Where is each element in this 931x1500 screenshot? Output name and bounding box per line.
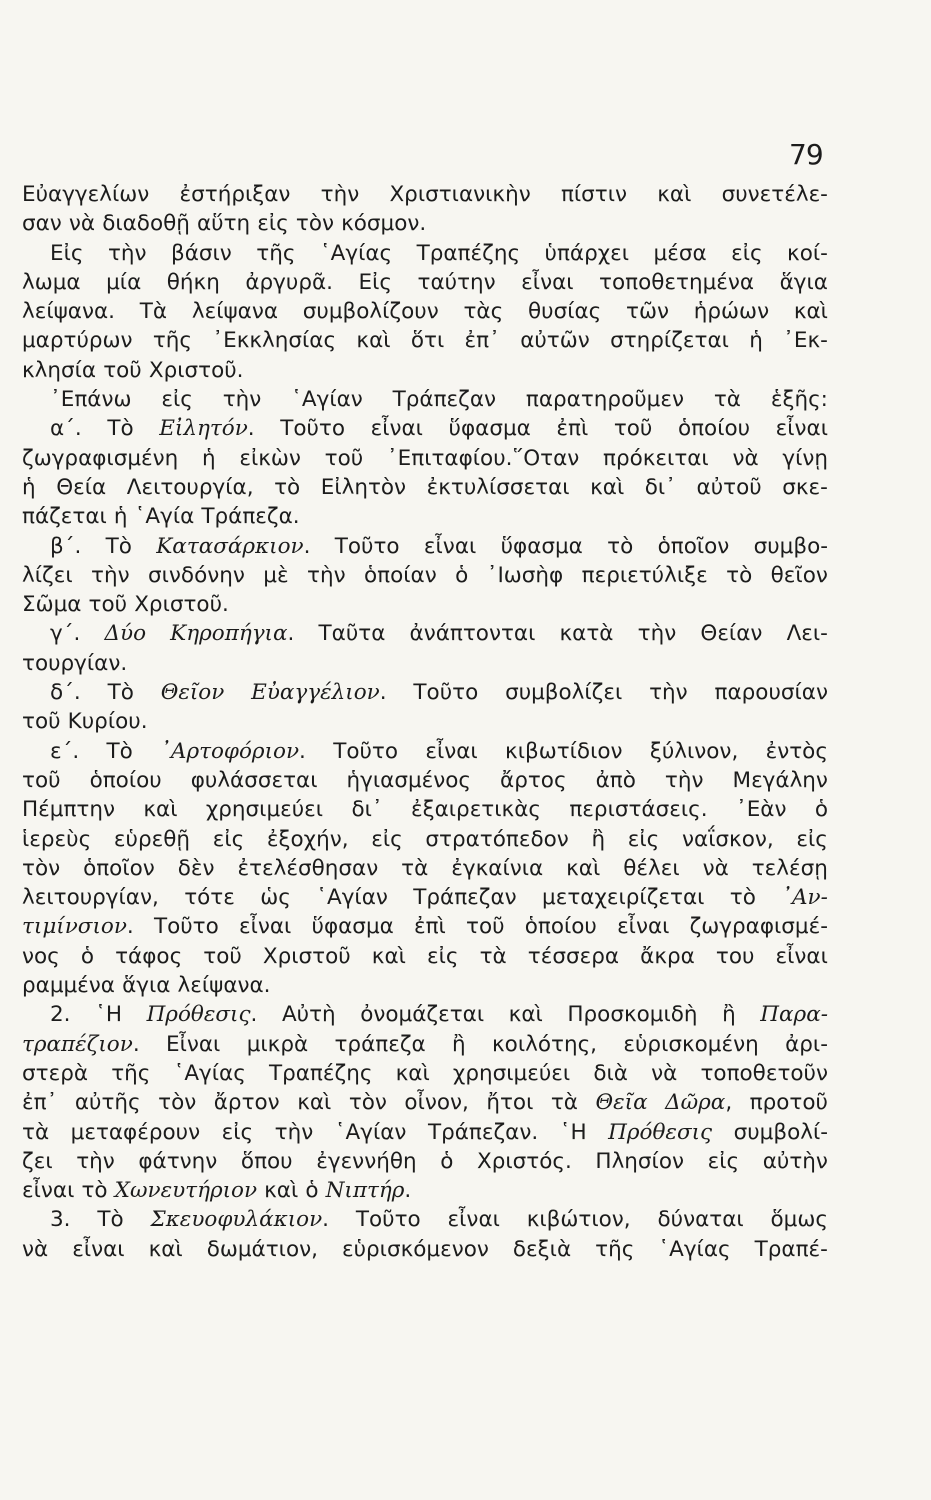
text-line: Πέμπτην καὶ χρησιμεύει δι᾿ ἐξαιρετικὰς περιστάσεις. ᾿Εὰν ὁ [22, 797, 828, 823]
text-line: πάζεται ἡ ῾Αγία Τράπεζα. [22, 504, 300, 530]
text-line: τὸν ὁποῖον δὲν ἐτελέσθησαν τὰ ἐγκαίνια καὶ θέλει νὰ τελέσῃ [22, 855, 828, 881]
text-line: ζει τὴν φάτνην ὅπου ἐγεννήθη ὁ Χριστός. Πλησίον εἰς αὐτὴν [22, 1148, 828, 1174]
body-text [22, 180, 828, 1264]
text-line: 2. ῾Η Πρόθεσις. Αὐτὴ ὀνομάζεται καὶ Προσκομιδὴ ἢ Παρα- [50, 1002, 828, 1028]
text-line: τραπέζιον. Εἶναι μικρὰ τράπεζα ἢ κοιλότης, εὑρισκομένη ἀρι- [22, 1031, 828, 1057]
text-line: σαν νὰ διαδοθῇ αὕτη εἰς τὸν κόσμον. [22, 211, 427, 237]
text-line: ε΄. Τὸ ᾿Αρτοφόριον. Τοῦτο εἶναι κιβωτίδιον ξύλινον, ἐντὸς [50, 738, 828, 764]
page-number: 79 [789, 138, 823, 171]
text-line: α΄. Τὸ Εἰλητόν. Τοῦτο εἶναι ὕφασμα ἐπὶ τοῦ ὁποίου εἶναι [50, 416, 828, 442]
text-line: λωμα μία θήκη ἀργυρᾶ. Εἰς ταύτην εἶναι τοποθετημένα ἅγια [22, 269, 828, 295]
text-line: Εἰς τὴν βάσιν τῆς ῾Αγίας Τραπέζης ὑπάρχει μέσα εἰς κοί- [50, 240, 828, 266]
text-line: στερὰ τῆς ῾Αγίας Τραπέζης καὶ χρησιμεύει διὰ νὰ τοποθετοῦν [22, 1060, 828, 1086]
text-line: τοῦ Κυρίου. [22, 709, 148, 735]
text-line: Εὐαγγελίων ἐστήριξαν τὴν Χριστιανικὴν πίστιν καὶ συνετέλε- [22, 182, 828, 207]
text-line: γ΄. Δύο Κηροπήγια. Ταῦτα ἀνάπτονται κατὰ τὴν Θείαν Λει- [50, 621, 828, 647]
text-line: μαρτύρων τῆς ᾿Εκκλησίας καὶ ὅτι ἐπ᾿ αὐτῶν στηρίζεται ἡ ᾿Εκ- [22, 328, 828, 354]
text-line: 3. Τὸ Σκευοφυλάκιον. Τοῦτο εἶναι κιβώτιον, δύναται ὅμως [50, 1207, 828, 1233]
text-line: τοῦ ὁποίου φυλάσσεται ἡγιασμένος ἄρτος ἀπὸ τὴν Μεγάλην [22, 767, 828, 793]
text-line: β΄. Τὸ Κατασάρκιον. Τοῦτο εἶναι ὕφασμα τὸ ὁποῖον συμβο- [50, 533, 828, 559]
text-line: δ΄. Τὸ Θεῖον Εὐαγγέλιον. Τοῦτο συμβολίζει τὴν παρουσίαν [50, 680, 828, 706]
text-line: ἱερεὺς εὑρεθῇ εἰς ἐξοχήν, εἰς στρατόπεδον ἢ εἰς ναΐσκον, εἰς [22, 826, 828, 852]
text-line: λείψανα. Τὰ λείψανα συμβολίζουν τὰς θυσίας τῶν ἡρώων καὶ [22, 299, 828, 325]
text-line: Σῶμα τοῦ Χριστοῦ. [22, 592, 229, 618]
text-line: ἐπ᾿ αὐτῆς τὸν ἄρτον καὶ τὸν οἶνον, ἤτοι τὰ Θεῖα Δῶρα, προτοῦ [22, 1090, 828, 1116]
text-line: εἶναι τὸ Χωνευτήριον καὶ ὁ Νιπτήρ. [22, 1178, 412, 1204]
text-line: λειτουργίαν, τότε ὡς ῾Αγίαν Τράπεζαν μεταχειρίζεται τὸ ᾿Αν- [22, 885, 828, 911]
text-line: τιμίνσιον. Τοῦτο εἶναι ὕφασμα ἐπὶ τοῦ ὁποίου εἶναι ζωγραφισμέ- [22, 914, 828, 940]
text-line: κλησία τοῦ Χριστοῦ. [22, 357, 244, 383]
text-line: τὰ μεταφέρουν εἰς τὴν ῾Αγίαν Τράπεζαν. ῾Η Πρόθεσις συμβολί- [22, 1119, 828, 1145]
text-line: ᾿Επάνω εἰς τὴν ῾Αγίαν Τράπεζαν παρατηροῦμεν τὰ ἑξῆς: [50, 387, 828, 413]
text-line: λίζει τὴν σινδόνην μὲ τὴν ὁποίαν ὁ ᾿Ιωσὴφ περιετύλιξε τὸ θεῖον [22, 562, 828, 588]
text-line: ραμμένα ἅγια λείψανα. [22, 973, 271, 999]
text-line: νὰ εἶναι καὶ δωμάτιον, εὑρισκόμενον δεξιὰ τῆς ῾Αγίας Τραπέ- [22, 1236, 828, 1262]
text-line: ἡ Θεία Λειτουργία, τὸ Εἰλητὸν ἐκτυλίσσεται καὶ δι᾿ αὐτοῦ σκε- [22, 474, 828, 500]
text-line: τουργίαν. [22, 650, 128, 676]
text-line: ζωγραφισμένη ἡ εἰκὼν τοῦ ᾿Επιταφίου.῞Οταν πρόκειται νὰ γίνῃ [22, 445, 828, 471]
text-line: νος ὁ τάφος τοῦ Χριστοῦ καὶ εἰς τὰ τέσσερα ἄκρα του εἶναι [22, 943, 828, 969]
